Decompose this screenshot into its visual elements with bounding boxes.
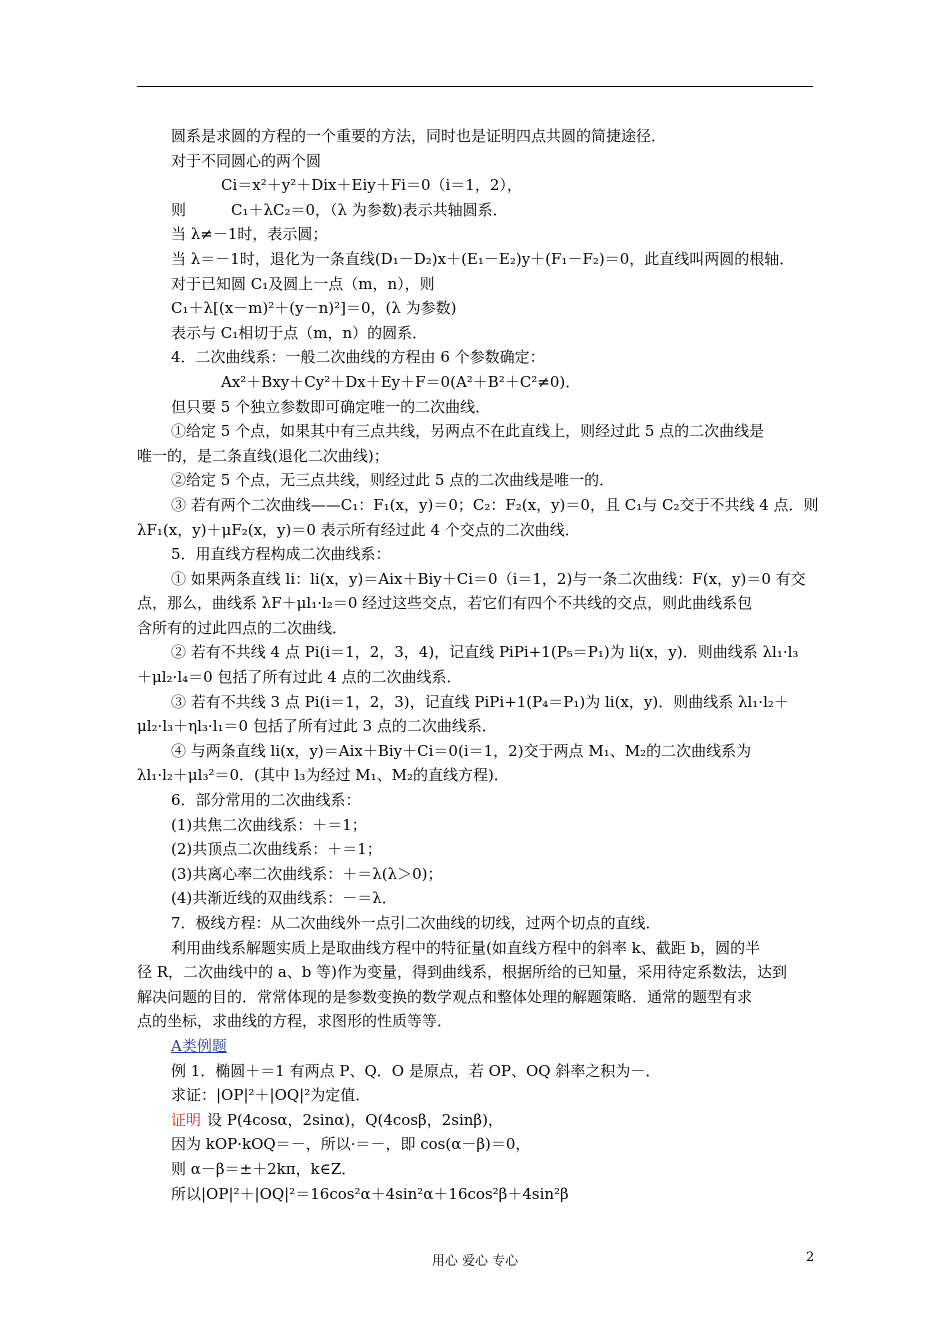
text-line: (3)共离心率二次曲线系：＋＝λ(λ＞0)； [171, 864, 443, 883]
proof-text [137, 1132, 813, 1206]
header-rule [137, 86, 813, 87]
proof-label: 证明 [171, 1110, 202, 1129]
text-line: 解决问题的目的．常常体现的是参数变换的数学观点和整体处理的解题策略．通常的题型有求 [137, 987, 753, 1006]
text-line: (2)共顶点二次曲线系：＋＝1； [171, 840, 382, 859]
text-line: Ci＝x²＋y²＋Dix＋Eiy＋Fi＝0（i＝1，2）， [221, 176, 522, 195]
text-line: ① 如果两条直线 li：li(x，y)＝Aix＋Biy＋Ci＝0（i＝1，2)与一条二次曲线：F(x，y)＝0 有交 [171, 569, 806, 588]
text-line: 含所有的过此四点的二次曲线． [137, 618, 348, 637]
text-line: 对于不同圆心的两个圆 [171, 151, 322, 170]
text-line: ①给定 5 个点，如果其中有三点共线，另两点不在此直线上，则经过此 5 点的二次曲线是 [171, 422, 765, 441]
footer-slogan: 用心 爱心 专心 [431, 1254, 519, 1269]
text-line: 当 λ＝－1时，退化为一条直线(D₁－D₂)x＋(E₁－E₂)y＋(F₁－F₂)＝0，此直线叫两圆的根轴． [171, 249, 795, 268]
text-line: 5．用直线方程构成二次曲线系： [171, 545, 391, 564]
text-line: 点，那么，曲线系 λF＋μl₁·l₂＝0 经过这些交点，若它们有四个不共线的交点，则此曲线系包 [137, 594, 753, 613]
text-line: 但只要 5 个独立参数即可确定唯一的二次曲线． [171, 397, 491, 416]
text-line: 所以|OP|²＋|OQ|²＝16cos²α＋4sin²α＋16cos²β＋4sin²β [171, 1184, 569, 1203]
text-line: 例 1．椭圆＋＝1 有两点 P、Q．O 是原点，若 OP、OQ 斜率之积为－． [171, 1061, 661, 1080]
text-line: (4)共渐近线的双曲线系：－＝λ． [171, 889, 397, 908]
text-line: ＋μl₂·l₄＝0 包括了所有过此 4 点的二次曲线系． [137, 668, 462, 687]
text-line: 则 α－β＝±＋2kπ，k∈Z． [171, 1159, 357, 1178]
text-line: 点的坐标，求曲线的方程，求图形的性质等等． [137, 1012, 453, 1031]
text-line: 圆系是求圆的方程的一个重要的方法，同时也是证明四点共圆的简捷途径． [171, 127, 667, 145]
text-line: ④ 与两条直线 li(x，y)＝Aix＋Biy＋Ci＝0(i＝1，2)交于两点 M₁、M₂的二次曲线系为 [171, 741, 752, 760]
text-line: 径 R，二次曲线中的 a、b 等)作为变量，得到曲线系，根据所给的已知量，采用待定系数法，达到 [137, 963, 787, 982]
text-line: (1)共焦二次曲线系：＋＝1； [171, 815, 367, 834]
text-line: 求证：|OP|²＋|OQ|²为定值． [171, 1086, 371, 1105]
text-line: ②给定 5 个点，无三点共线，则经过此 5 点的二次曲线是唯一的． [171, 471, 615, 490]
text-line: ② 若有不共线 4 点 Pi(i＝1，2，3，4)，记直线 PiPi+1(P₅＝P₁)为 li(x，y)．则曲线系 λl₁·l₃ [171, 643, 799, 662]
text-line: 对于已知圆 C₁及圆上一点（m，n），则 [171, 274, 435, 293]
section-heading-row [137, 1034, 813, 1059]
text-line: ③ 若有不共线 3 点 Pi(i＝1，2，3)，记直线 PiPi+1(P₄＝P₁)为 li(x，y)．则曲线系 λl₁·l₂＋ [171, 692, 789, 711]
text-line: 当 λ≠－1时，表示圆； [171, 225, 328, 244]
text-line: λl₁·l₂＋μl₃²＝0．(其中 l₃为经过 M₁、M₂的直线方程)． [137, 766, 509, 785]
text-line: Ax²＋Bxy＋Cy²＋Dx＋Ey＋F＝0(A²＋B²＋C²≠0)． [221, 372, 581, 391]
text-line: 利用曲线系解题实质上是取曲线方程中的特征量(如直线方程中的斜率 k、截距 b，圆的半 [171, 938, 761, 957]
text-line: 4．二次曲线系：一般二次曲线的方程由 6 个参数确定： [171, 348, 545, 367]
text-line: 表示与 C₁相切于点（m，n）的圆系． [171, 323, 428, 342]
text-line: 7．极线方程：从二次曲线外一点引二次曲线的切线，过两个切点的直线． [171, 914, 661, 932]
text-line: 则 C₁＋λC₂＝0，（λ 为参数)表示共轴圆系． [171, 200, 508, 219]
proof-first-line [137, 1108, 813, 1133]
text-line: C₁＋λ[(x－m)²＋(y－n)²]＝0，(λ 为参数) [171, 299, 457, 318]
page-body [137, 124, 819, 1206]
proof-first-text: 设 P(4cosα，2sinα)，Q(4cosβ，2sinβ)， [207, 1110, 503, 1129]
text-line: μl₂·l₃＋ηl₃·l₁＝0 包括了所有过此 3 点的二次曲线系． [137, 717, 497, 736]
text-line: ③ 若有两个二次曲线——C₁：F₁(x，y)＝0；C₂：F₂(x，y)＝0，且 C₁与 C₂交于不共线 4 点．则 [171, 495, 819, 514]
text-line: λF₁(x，y)＋μF₂(x，y)＝0 表示所有经过此 4 个交点的二次曲线． [137, 520, 580, 539]
text-line: 因为 kOP·kOQ＝－，所以·＝－，即 cos(α－β)＝0， [171, 1135, 531, 1154]
section-heading-link[interactable]: A类例题 [171, 1036, 227, 1055]
text-line: 6．部分常用的二次曲线系： [171, 791, 361, 810]
main-text [137, 124, 819, 1034]
text-line: 唯一的，是二条直线(退化二次曲线)； [137, 446, 389, 465]
page-number: 2 [806, 1250, 815, 1265]
example-text [137, 1059, 813, 1108]
